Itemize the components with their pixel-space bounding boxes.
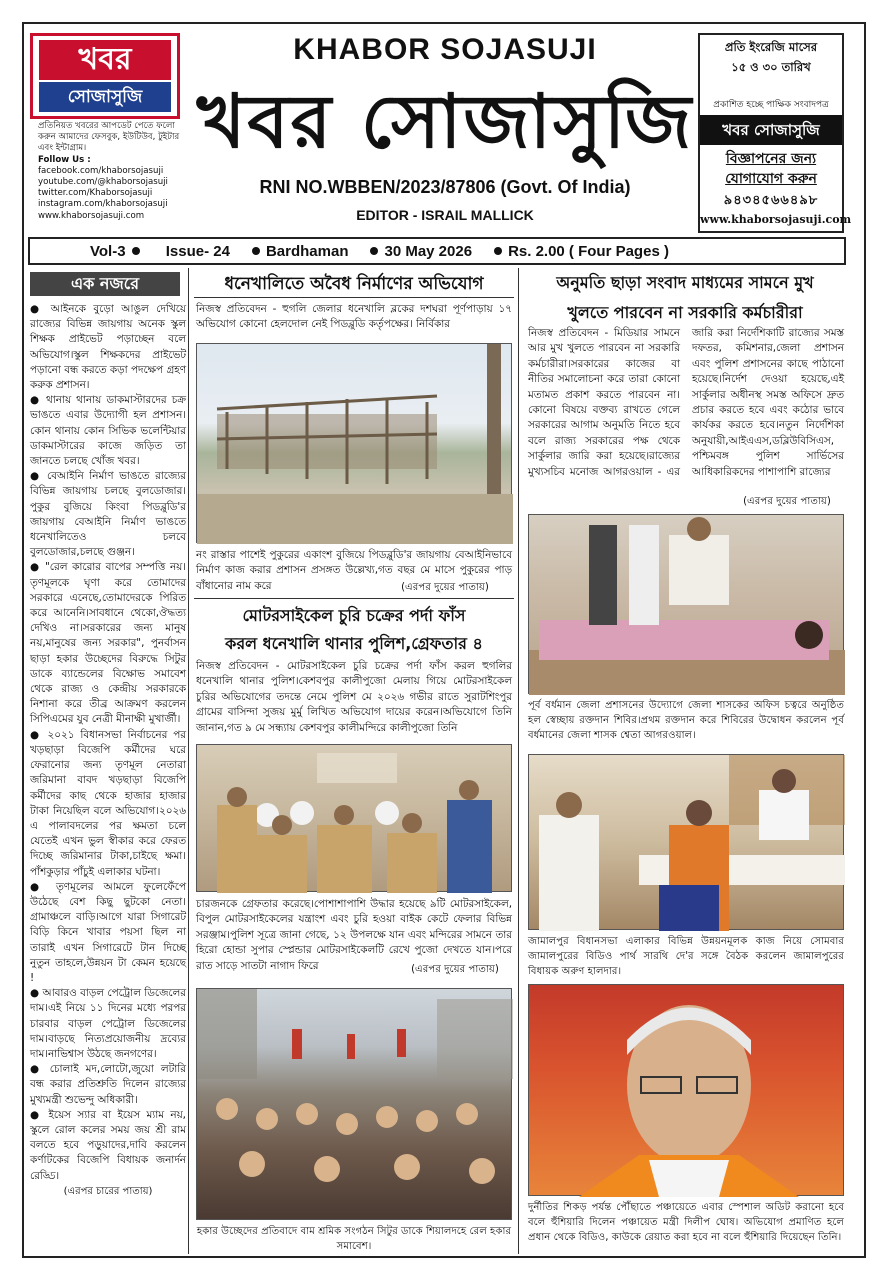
meeting-caption: জামালপুর বিধানসভা এলাকার বিভিন্ন উন্নয়নমূলক কাজ নিয়ে সোমবার জামালপুরের বিডিও পার্থ সারথি দে'র সঙ্গে বৈঠক করলেন জামালপুরের বিধায়ক অরুণ হালদার। [528,936,844,977]
at-a-glance-list [30,302,186,1199]
price-text: Rs. 2.00 ( Four Pages ) [508,242,669,260]
story1-headline: ধনেখালিতে অবৈধ নির্মাণের অভিযোগ [224,274,484,294]
bullet-icon [370,247,378,255]
story1-text-bottom: নং রাস্তার পাশেই পুকুরের একাংশ বুজিয়ে পিডব্লুডি'র জায়গায় বেআইনিভাবে নির্মাণ কাজ করার প্রশাসন প্রসঙ্গত উল্লেখ্য,গত বছর মে মাসে পুকুরের পাড় বাঁধানোর নাম করে [196,549,512,592]
place-text: Bardhaman [265,242,349,260]
social-intro: প্রতিনিয়ত খবরের আপডেট পেতে ফলো করুন আমাদের ফেসবুক, ইউটিউব, টুইটার এবং ইন্টাগ্রাম। [38,121,180,154]
at-a-glance-heading: এক নজরে [30,272,180,296]
bullet-icon [494,247,502,255]
advert-line2: যোগাযোগ করুন [725,171,817,187]
date-text: 30 May 2026 [384,242,473,260]
brief-item: ● চোলাই মদ,লোটো,জুয়ো লটারি বন্ধ করার প্রতিশ্রুতি দিলেন রাজ্যের মুখ্যমন্ত্রী শুভেন্দু অধিকারী। [30,1062,186,1108]
hawker-rally-photo [196,988,512,1220]
issue-volume [90,243,146,260]
story-divider [194,598,514,599]
issue-bar [28,237,846,265]
twitter-link[interactable]: twitter.com/Khaborsojasuji [38,188,153,199]
pub-schedule-line3: প্রকাশিত হচ্ছে পাক্ষিক সংবাদপত্র [713,100,829,110]
brief-item: ● আইনকে বুড়ো আঙুল দেখিয়ে রাজ্যের বিভিন্ন জায়গায় অনেক স্কুল শিক্ষক প্রাইভেট পড়াচ্ছেন বলে অভিযোগ।স্কুল শিক্ষকদের প্রাইভেট পড়ানো বন্ধ করতে কড়া পদক্ষেপ গ্রহণ করুক প্রশাসন। [30,302,186,393]
right-story-headline-line1: অনুমতি ছাড়া সংবাদ মাধ্যমের সামনে মুখ [556,273,814,292]
brief-item: ● বেআইনি নির্মাণ ভাঙতে রাজ্যের বিভিন্ন জায়গায় চলছে বুলডোজার।পুকুর বুজিয়ে কিংবা পিডব্লুডি'র জায়গায় বেআইনি নির্মাণ ভাঙতে ধনেখালিতেও চলবে বুলডোজার,চলছে গুঞ্জন। [30,469,186,560]
brief-item: ● থানায় থানায় ডাকমাস্টারদের চক্র ভাঙতে এবার উদ্যোগী হল প্রশাসন।কোন থানায় কোন সিভিক ভলেন্টিয়ার ডাকমাস্টারের কাজে জড়িত তা জানতে চলছে খোঁজ খবর। [30,393,186,469]
pub-schedule-line2: ১৫ ও ৩০ তারিখ [731,60,811,74]
right-story-text: নিজস্ব প্রতিবেদন - মিডিয়ার সামনে আর মুখ খুলতে পারবেন না সরকারি কর্মচারীরা।সরকারের কাজের বা নীতির সমালোচনা করে তারা কোনো মতামত প্রকাশ করতে পারবেন না।কোনো বিষয়ে বক্তব্য রাখতে গেলে সরকারের আগাম অনুমতি নিতে হবে বলে রাজ্য সরকারের পক্ষ থেকে সার্কুলার জারি করা হয়েছে।রাজ্যের মুখ্যসচিব মনোজ আগরওয়াল - এর জারি করা নির্দেশিকাটি রাজ্যের সমস্ত দফতর, কমিশনার,জেলা প্রশাসন এবং পুলিশ প্রশাসনের কাছে পাঠানো হয়েছে।নির্দেশ দেওয়া হয়েছে,এই সার্কুলার অধীনস্থ সমস্ত অফিসে দ্রুত প্রচার করতে হবে এবং কঠোর ভাবে কার্যকর করতে হবে।নতুন নির্দেশিকা অনুযায়ী,আইএএস,ডব্লিউবিসিএস, পশ্চিমবঙ্গ পুলিশ সার্ভিসের আধিকারিকদের পাশাপাশি রাজ্যের [528,327,844,478]
story2-headline-line2: করল ধনেখালি থানার পুলিশ,গ্রেফতার ৪ [225,634,483,653]
advert-line1: বিজ্ঞাপনের জন্য [725,151,817,167]
blood-donation-caption: পূর্ব বর্ধমান জেলা প্রশাসনের উদ্যোগে জেলা শাসকের অফিস চত্বরে অনুষ্ঠিত হল স্বেচ্ছায় রক্তদান শিবির।প্রথম রক্তদান করে শিবিরের উদ্বোধন করলেন পূর্ব বর্ধমানের জেলা শাসক শ্বেতা আগরওয়াল। [528,700,844,741]
minister-portrait-photo [528,984,844,1196]
story2-continued: (এরপর দুয়ের পাতায়) [411,964,499,975]
brief-item: ● ইয়েস স্যার বা ইয়েস ম্যাম নয়, স্কুলে রোল কলের সময় জয় শ্রী রাম বলতে হবে পড়ুয়াদের,দাবি করলেন কর্ণাটকের বিজেপি বিধায়ক জনার্দন রেড্ডি। [30,1108,186,1184]
brief-item: ● আবারও বাড়ল পেট্রোল ডিজেলের দাম।এই নিয়ে ১১ দিনের মধ্যে পরপর চারবার বাড়ল পেট্রোল ডিজেলের দাম।বাড়ছে নিত্যপ্রয়োজনীয় দ্রব্যের দাম।নাভিশ্বাস উঠছে জনগণের। [30,986,186,1062]
issue-price [492,243,669,260]
blood-donation-illustration [529,515,845,695]
column-rule [188,268,189,1254]
portrait-caption: দুর্নীতির শিকড় পর্যন্ত পৌঁছাতে পঞ্চায়েতে এবার স্পেশাল অডিট করানো হবে বলে হুঁশিয়ারি দিলেন পঞ্চায়েত মন্ত্রী দিলীপ ঘোষ। অভিযোগ প্রমাণিত হলে প্রধান থেকে বিডিও, কাউকে রেয়াত করা হবে না বলে হুঁশিয়ারি দিয়েছেন তিনি। [528,1202,844,1243]
issue-date [368,243,472,260]
right-story-continued: (এরপর দুয়ের পাতায়) [743,496,831,507]
newspaper-logo [30,33,180,119]
follow-us-label: Follow Us : [38,154,91,165]
rally-caption: হকার উচ্ছেদের প্রতিবাদে বাম শ্রমিক সংগঠন সিটুর ডাকে শিয়ালদহে রেল হকার সমাবেশ। [196,1226,512,1252]
instagram-link[interactable]: instagram.com/khaborsojasuji [38,199,168,210]
brief-item: ● ২০২১ বিধানসভা নির্বাচনের পর খড়ছাড়া বিজেপি কর্মীদের ঘরে ফেরানোর জন্য তৃণমূল নেতারা জরিমানা বাবদ খড়ছাড়া বিজেপি কর্মীদের কাছ থেকে হাজার হাজার টাকা নিয়েছিল বলে অভিযোগ।২০২৬ এ পালাবদলের পর ক্ষমতা চলে যেতেই এখন ভুল স্বীকার করে ফেরত দিচ্ছে জরিমানার টাকা,চাইছে ক্ষমা।পাঁশকুড়ার পাঁচুই এলাকার ঘটনা। [30,728,186,880]
construction-illustration [197,344,513,544]
continued-note: (এরপর চারের পাতায়) [63,1185,153,1197]
issue-text: Issue- 24 [165,242,230,260]
website-link[interactable]: www.khaborsojasuji.com [38,210,145,221]
meeting-illustration [529,755,845,931]
right-story-headline-line2: খুলতে পারবেন না সরকারি কর্মচারীরা [567,303,803,322]
story2-headline-line1: মোটরসাইকেল চুরি চক্রের পর্দা ফাঁস [242,606,466,625]
title-english: KHABOR SOJASUJI [293,33,597,66]
story1-continued: (এরপর দুয়ের পাতায়) [401,582,489,593]
advert-contact [700,149,842,189]
bullet-icon [252,247,260,255]
headline-rule [194,297,514,298]
pub-schedule-line1: প্রতি ইংরেজি মাসের [724,40,818,54]
facebook-link[interactable]: facebook.com/khaborsojasuji [38,165,164,176]
brief-item: ● "রেল কারোর বাপের সম্পত্তি নয়।তৃণমূলকে ঘৃণা করে তোমাদের সরকারে এনেছে,তোমাদেরকে পিরিত করে আনেনি।সাবধানে থেকো,ঔদ্ধত্য দেখিও না।সরকারের জন্য মানুষ নয়,মানুষের জন্য সরকার", পুনর্বাসন ছাড়া হকার উচ্ছেদের বিরুদ্ধে সিটুর ডাকে ব্যান্ডেলের বিক্ষোভ সমাবেশ থেকে রাজ্য ও কেন্দ্রীয় সরকারকে নিশানা করে তীব্র আক্রমণ করলেন সিপিএমের যুব নেত্রী মীনাক্ষী মুখার্জী। [30,560,186,727]
column-rule [518,268,519,1254]
logo-bottom-text: সোজাসুজি [39,82,171,112]
issue-place [250,243,349,260]
issue-number [166,243,230,260]
editor-line: EDITOR - ISRAIL MALLICK [356,207,534,223]
meeting-photo [528,754,844,930]
construction-photo [196,343,512,543]
arrested-persons-photo [196,744,512,892]
advert-phone: ৯৪৩৪৫৬৬৪৯৮ [723,193,819,208]
story1-text-top: নিজস্ব প্রতিবেদন - হুগলি জেলার ধনেখালি ব্লকের দশঘরা পূর্ণপাড়ায় ১৭ অভিযোগ কোনো হেলদোল নেই পিডব্লুডি কর্তৃপক্ষের। নির্বিকার [196,303,512,331]
portrait-illustration [529,985,845,1197]
police-group-illustration [197,745,513,893]
rni-number: RNI NO.WBBEN/2023/87806 (Govt. Of India) [259,177,631,197]
brief-item: ● তৃণমূলের আমলে ফুলেফেঁপে উঠেছে বেশ কিছু ছুটকো নেতা।গ্রামাঞ্চলে বাড়ি।আগে যারা সিগারেট বিড়ি কিনে খাবার পয়সা ছিল না তারাই এখন সিগারেটে টান দিচ্ছে নুতুন তাহলে,উন্নয়ন টা কেমন হয়েছে ! [30,880,186,986]
volume-text: Vol-3 [90,242,126,260]
publication-info-box [698,33,852,233]
social-links-block [38,121,186,222]
pub-name-band: খবর সোজাসুজি [700,115,842,145]
bullet-icon [132,247,140,255]
logo-top-text: খবর [39,40,171,80]
crowd-illustration [197,989,513,1221]
youtube-link[interactable]: youtube.com/@khaborsojasuji [38,177,168,188]
story2-text-bottom: চারজনকে গ্রেফতার করেছে।পোশাশাপাশি উদ্ধার হয়েছে ৯টি মোটরসাইকেল, বিপুল মোটরসাইকেলের যন্ত্রাংশ এবং চুরি হওয়া বাইক কেটে ফেলার বিভিন্ন সরঞ্জাম।পুলিশ সূত্রে জানা গেছে, ১২ উপলক্ষে যান এবং মন্দিরের সামনে তার হিরো হোন্ডা সুপার স্প্লেন্ডার মোটরসাইকেলটি রেখে পুজো দেখতে যান।পরে রাত সাড়ে সাতটা নাগাদ ফিরে [196,898,512,972]
advert-website[interactable]: www.khaborsojasuji.com [700,213,852,226]
story2-text-top: নিজস্ব প্রতিবেদন - মোটরসাইকেল চুরি চক্রের পর্দা ফাঁস করল হুগলির ধনেখালি থানার পুলিশ।কেশবপুর কালীপুজো মেলায় গিয়ে মোটরসাইকেল চুরির অভিযোগের তদন্তে নেমে পুলিশ মে ২০২৬ গভীর রাতে সুরাটশিংপুর গ্রামের বাসিন্দা সুজয় মুর্মু লিখিত অভিযোগ দায়ের করেন।অভিযোগে তিনি জানান,গত ৯ মে সন্ধ্যায় কেশবপুর কালীমন্দিরে কালীপুজো তিনি [196,660,512,734]
blood-donation-photo [528,514,844,694]
title-bengali: খবর সোজাসুজি [196,79,694,165]
